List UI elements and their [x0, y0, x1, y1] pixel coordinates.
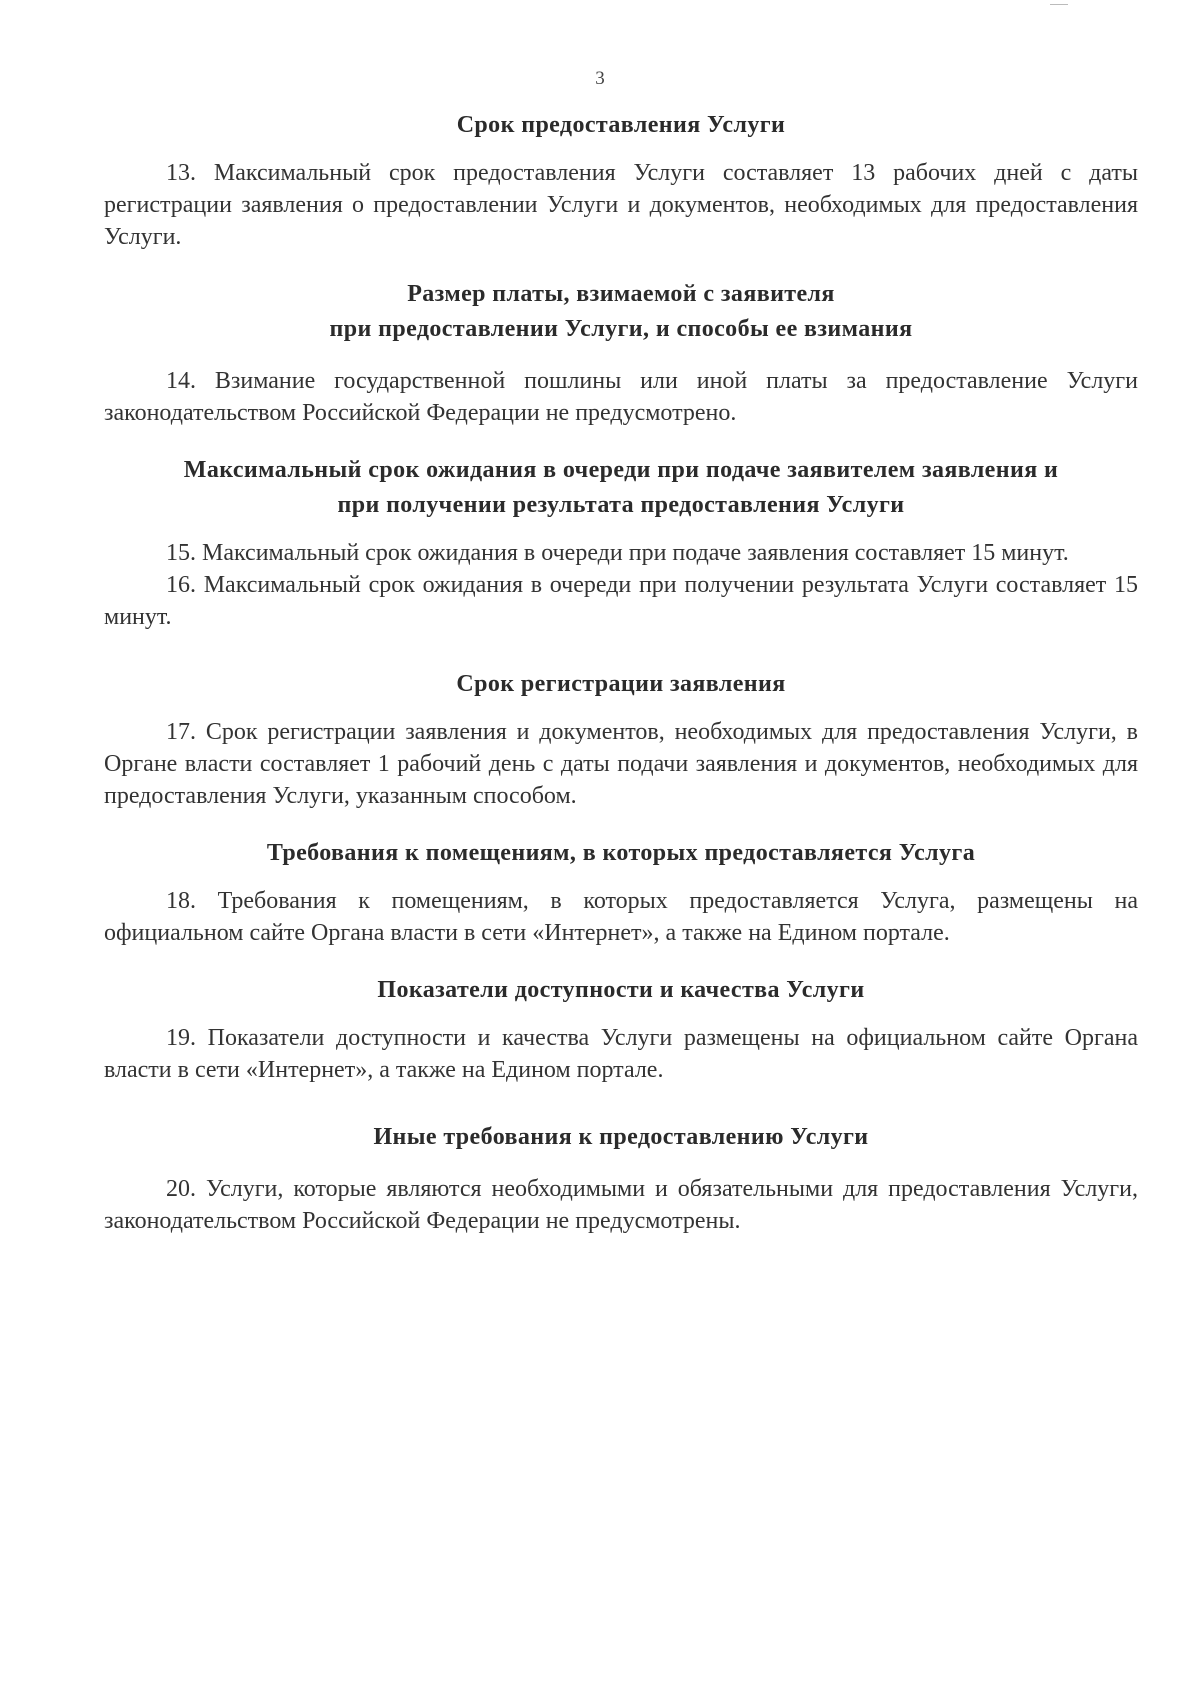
section-service-term [104, 108, 1138, 253]
section-heading: Иные требования к предоставлению Услуги [373, 1124, 869, 1150]
section-queue-wait [104, 453, 1138, 633]
section-premises [104, 836, 1138, 949]
paragraph-14: 14. Взимание государственной пошлины или иной платы за предоставление Услуги законодательством Российской Федерации не предусмотрено. [104, 368, 1138, 426]
section-heading: Показатели доступности и качества Услуги [377, 977, 865, 1003]
section-heading: Максимальный срок ожидания в очереди при подаче заявителем заявления и [183, 457, 1059, 483]
section-heading: Размер платы, взимаемой с заявителя [407, 281, 835, 307]
page-number: 3 [595, 68, 605, 89]
section-heading-line-2: при предоставлении Услуги, и способы ее взимания [329, 316, 913, 342]
paragraph-17: 17. Срок регистрации заявления и документов, необходимых для предоставления Услуги, в Органе власти составляет 1 рабочий день с даты подачи заявления и документов, необходимых для предоставления Услуги, указанным способом. [104, 719, 1138, 809]
section-heading: Требования к помещениям, в которых предоставляется Услуга [266, 840, 976, 866]
section-other-requirements [104, 1120, 1138, 1237]
section-registration-term [104, 667, 1138, 812]
paragraph-18: 18. Требования к помещениям, в которых предоставляется Услуга, размещены на официальном сайте Органа власти в сети «Интернет», а также на Едином портале. [104, 888, 1138, 946]
section-heading-line-2: при получении результата предоставления Услуги [337, 492, 905, 518]
section-quality-indicators [104, 973, 1138, 1086]
section-heading: Срок предоставления Услуги [456, 112, 786, 138]
paragraph-16: 16. Максимальный срок ожидания в очереди при получении результата Услуги составляет 15 минут. [104, 572, 1138, 630]
paragraph-13: 13. Максимальный срок предоставления Услуги составляет 13 рабочих дней с даты регистрации заявления о предоставлении Услуги и документов, необходимых для предоставления Услуги. [104, 160, 1138, 250]
paragraph-20: 20. Услуги, которые являются необходимыми и обязательными для предоставления Услуги, законодательством Российской Федерации не предусмотрены. [104, 1176, 1138, 1234]
paragraph-15: 15. Максимальный срок ожидания в очереди при подаче заявления составляет 15 минут. [166, 540, 1069, 566]
section-fee [104, 277, 1138, 429]
paragraph-19: 19. Показатели доступности и качества Услуги размещены на официальном сайте Органа власти в сети «Интернет», а также на Едином портале. [104, 1025, 1138, 1083]
document-body [104, 108, 1138, 1237]
scan-artifact [1050, 4, 1068, 5]
section-heading: Срок регистрации заявления [456, 671, 786, 697]
